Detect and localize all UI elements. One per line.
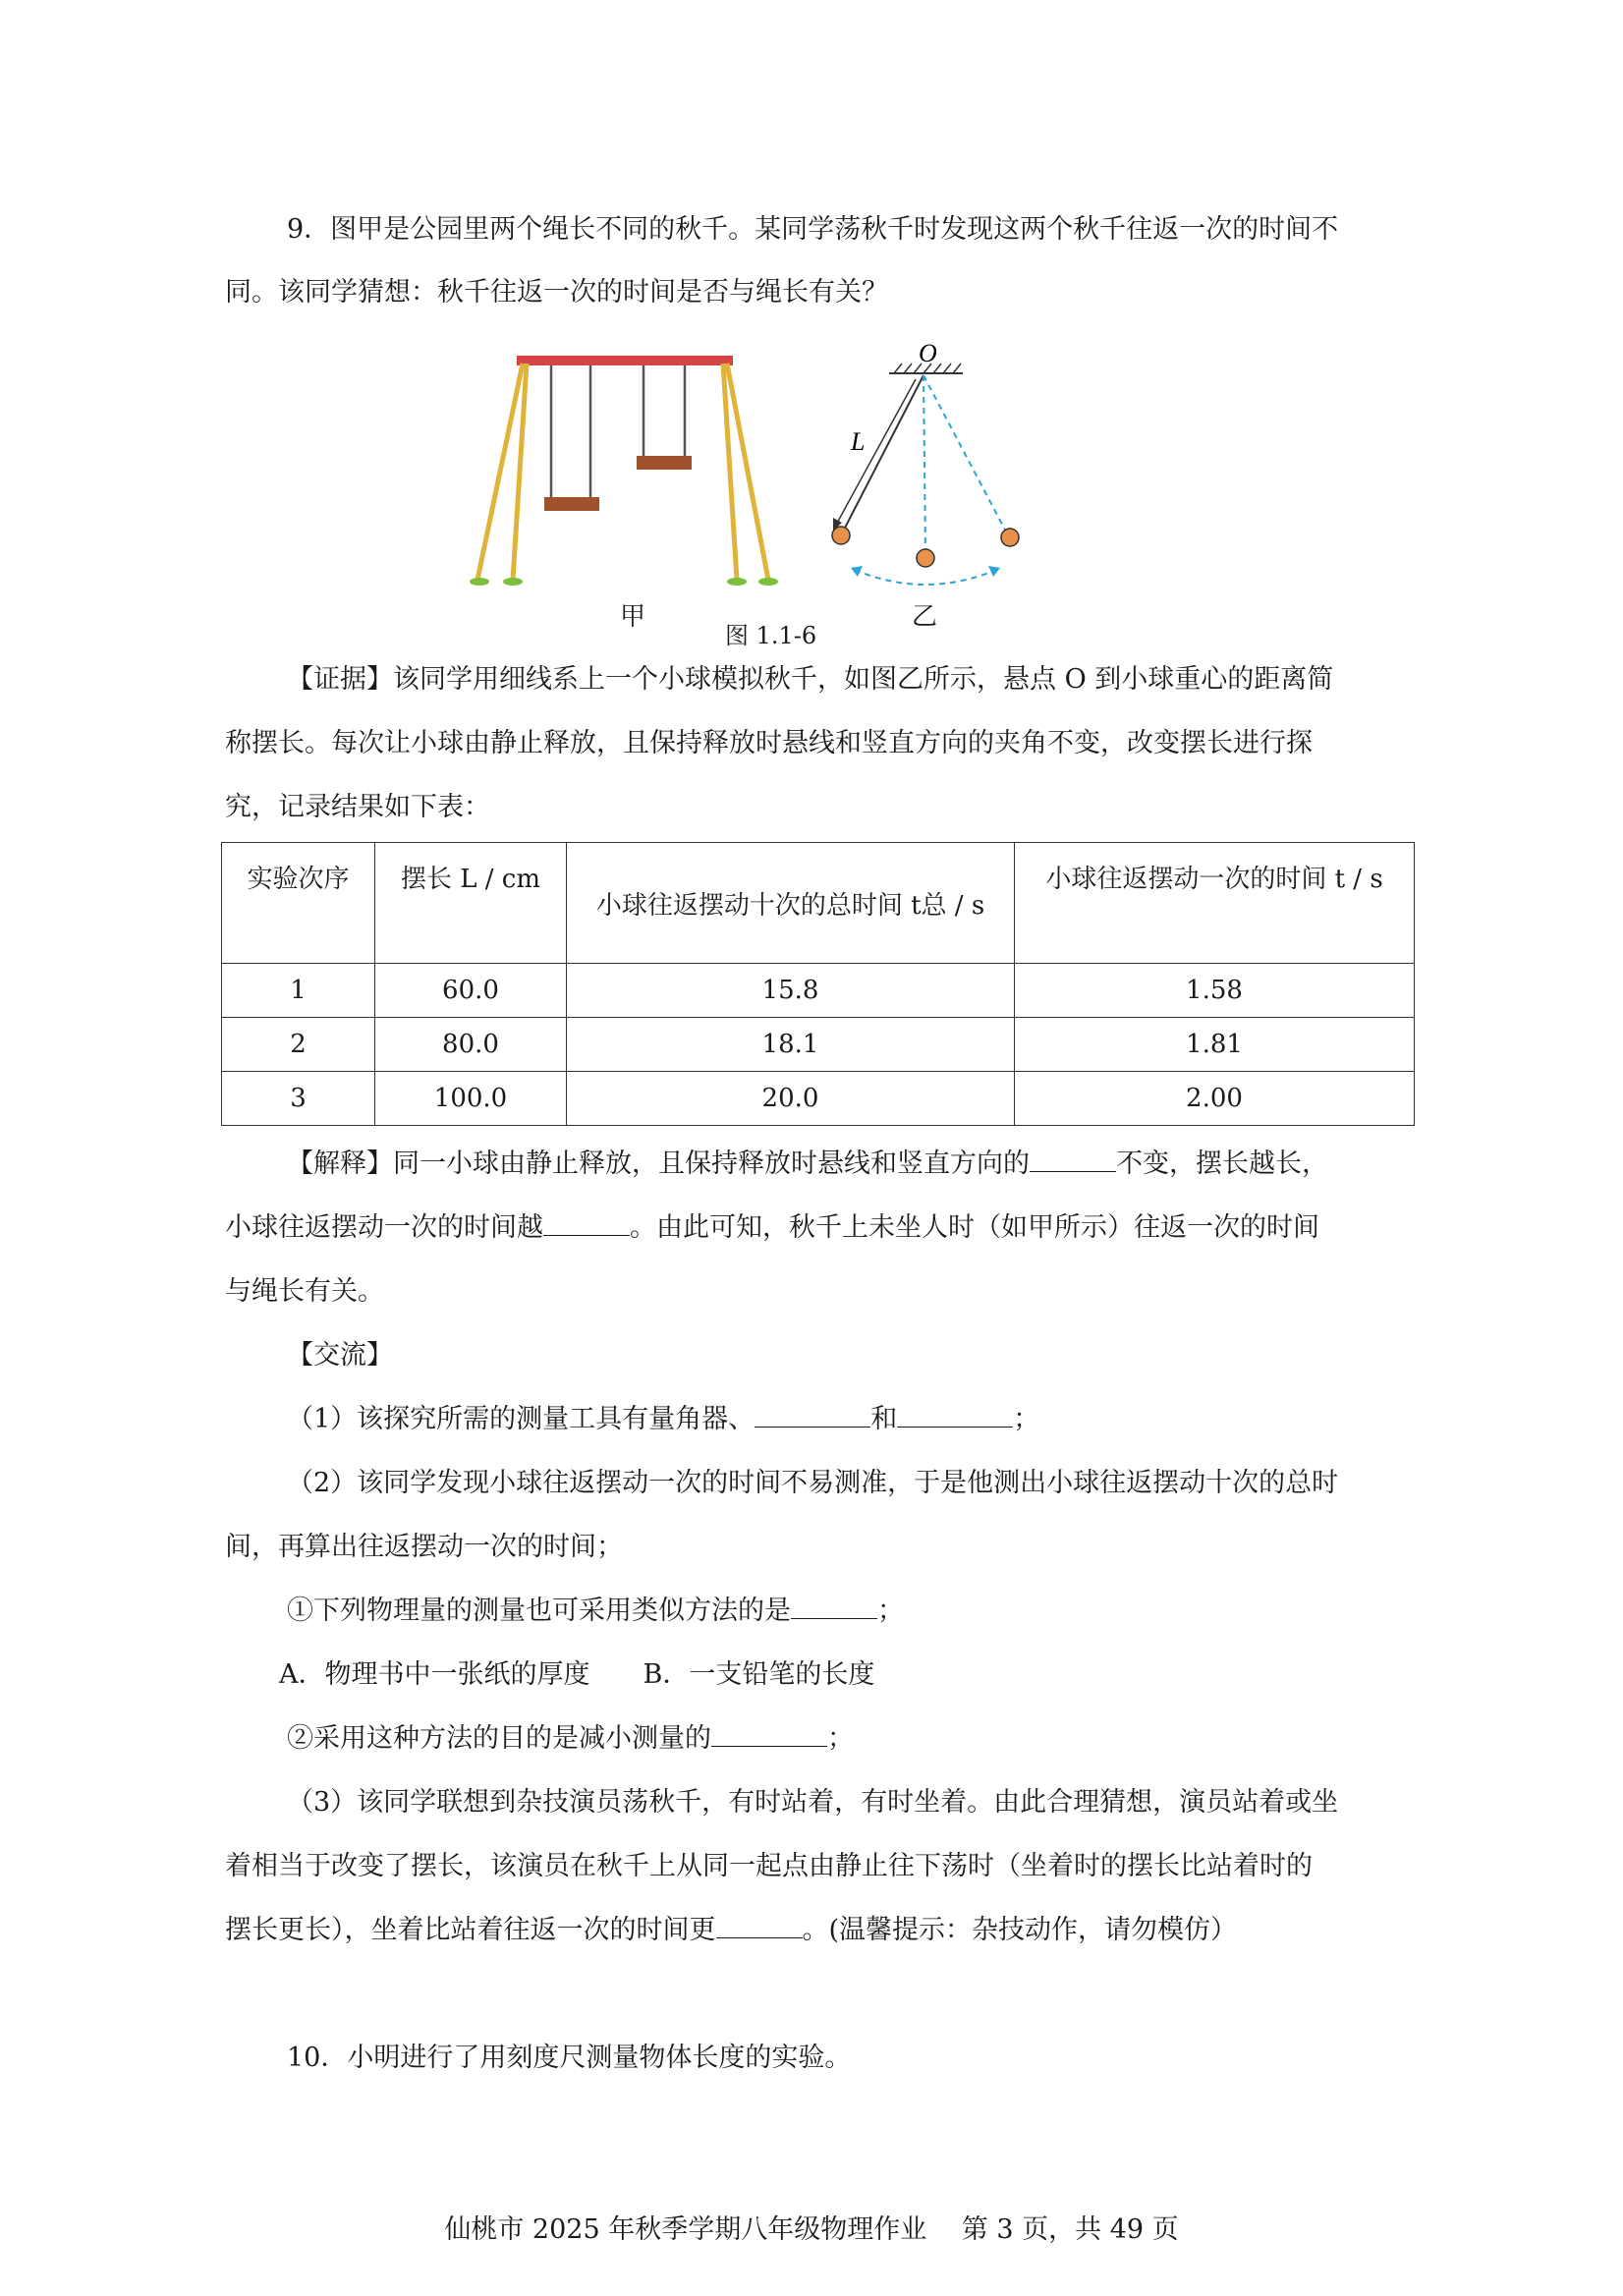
q9-exchange-2-sub-1 <box>287 1592 1476 1631</box>
figure-label-yi: 乙 <box>912 602 938 632</box>
table-cell: 2 <box>222 1018 375 1072</box>
q10-stem: 10．小明进行了用刻度尺测量物体长度的实验。 <box>287 2043 852 2073</box>
table-cell: 100.0 <box>375 1072 567 1126</box>
hatch-mark <box>943 364 951 373</box>
q9-explain-line-3: 与绳长有关。 <box>225 1276 384 1307</box>
table-cell: 1 <box>222 964 375 1018</box>
answer-blank-method[interactable] <box>791 1593 877 1619</box>
q9-exchange-2-options: A．物理书中一张纸的厚度 B．一支铅笔的长度 <box>279 1659 875 1690</box>
text-span: ①下列物理量的测量也可采用类似方法的是 <box>287 1596 791 1626</box>
table-row <box>222 1018 1415 1072</box>
q9-evidence-line-2: 称摆长。每次让小球由静止释放，且保持释放时悬线和竖直方向的夹角不变，改变摆长进行探 <box>225 728 1313 758</box>
swing-seat-long <box>544 497 599 511</box>
text-span: ； <box>877 1596 904 1626</box>
table-cell: 18.1 <box>567 1018 1015 1072</box>
q9-stem-line-1: 9．图甲是公园里两个绳长不同的秋千。某同学荡秋千时发现这两个秋千往返一次的时间不 <box>287 214 1339 245</box>
q9-exchange-heading: 【交流】 <box>287 1340 393 1371</box>
hatch-mark <box>894 364 902 373</box>
ball-left <box>832 527 850 544</box>
answer-blank-purpose[interactable] <box>711 1720 827 1747</box>
hatch-mark <box>904 364 912 373</box>
label-pivot-O: O <box>919 339 937 367</box>
answer-blank-tool-1[interactable] <box>755 1401 870 1428</box>
q9-exchange-3-line-3 <box>225 1911 1414 1950</box>
table-header-cell: 小球往返摆动十次的总时间 t总 / s <box>567 843 1015 964</box>
table-cell: 2.00 <box>1015 1072 1415 1126</box>
answer-blank-time[interactable] <box>543 1209 630 1236</box>
text-span: 【解释】同一小球由静止释放，且保持释放时悬线和竖直方向的 <box>287 1148 1030 1179</box>
table-row <box>222 1072 1415 1126</box>
table-row <box>222 964 1415 1018</box>
table-cell: 60.0 <box>375 964 567 1018</box>
table-cell: 20.0 <box>567 1072 1015 1126</box>
swing-top-bar <box>517 356 733 365</box>
swing-set-illustration <box>470 356 778 586</box>
text-span: （1）该探究所需的测量工具有量角器、 <box>287 1404 756 1434</box>
length-arrow <box>835 379 916 527</box>
pendulum-diagram <box>832 339 1019 585</box>
figure-label-jia: 甲 <box>620 602 646 632</box>
ground-tuft <box>470 578 489 586</box>
q9-exchange-2-sub-2 <box>287 1719 1476 1759</box>
arc-arrowhead-left <box>851 566 863 577</box>
q9-exchange-1 <box>287 1400 1476 1439</box>
table-header-cell: 实验次序 <box>222 843 375 964</box>
q9-explain-line-2 <box>225 1208 1414 1248</box>
q9-evidence-line-3: 究，记录结果如下表： <box>225 792 490 822</box>
page-footer: 仙桃市 2025 年秋季学期八年级物理作业 第 3 页，共 49 页 <box>444 2214 1179 2245</box>
swing-seat-short <box>637 456 692 470</box>
table-header-row <box>222 843 1415 964</box>
dashed-string-center <box>923 375 925 554</box>
table-header-cell: 摆长 L / cm <box>375 843 567 964</box>
text-span: 。由此可知，秋千上未坐人时（如甲所示）往返一次的时间 <box>630 1212 1319 1243</box>
table-cell: 1.81 <box>1015 1018 1415 1072</box>
ball-right <box>1001 529 1019 546</box>
dashed-string-right <box>923 375 1008 535</box>
table-cell: 80.0 <box>375 1018 567 1072</box>
ground-tuft <box>758 578 778 586</box>
text-span: 。(温馨提示：杂技动作，请勿模仿） <box>802 1915 1238 1945</box>
ground-tuft <box>503 578 523 586</box>
arc-arrowhead-right <box>988 566 1000 577</box>
figure-caption: 图 1.1-6 <box>725 622 817 649</box>
text-span: 摆长更长），坐着比站着往返一次的时间更 <box>225 1915 716 1945</box>
answer-blank-compare[interactable] <box>716 1912 803 1938</box>
ball-center <box>917 549 934 567</box>
q9-explain-line-1 <box>287 1145 1476 1184</box>
q9-stem-line-2: 同。该同学猜想：秋千往返一次的时间是否与绳长有关？ <box>225 277 888 308</box>
q9-exchange-2-line-2: 间，再算出往返摆动一次的时间； <box>225 1532 623 1562</box>
q9-exchange-3-line-1: （3）该同学联想到杂技演员荡秋千，有时站着，有时坐着。由此合理猜想，演员站着或坐 <box>287 1787 1339 1818</box>
hatch-mark <box>953 364 961 373</box>
table-cell: 15.8 <box>567 964 1015 1018</box>
text-span: ； <box>1013 1404 1040 1434</box>
answer-blank-tool-2[interactable] <box>897 1401 1013 1428</box>
q9-exchange-2-line-1: （2）该同学发现小球往返摆动一次的时间不易测准，于是他测出小球往返摆动十次的总时 <box>287 1468 1339 1498</box>
text-span: 不变，摆长越长， <box>1116 1148 1328 1179</box>
figure-swings-pendulum <box>462 334 1071 639</box>
label-length-L: L <box>851 427 866 456</box>
text-span: 和 <box>870 1404 898 1434</box>
table-header-cell: 小球往返摆动一次的时间 t / s <box>1015 843 1415 964</box>
table-cell: 3 <box>222 1072 375 1126</box>
q9-evidence-line-1: 【证据】该同学用细线系上一个小球模拟秋千，如图乙所示，悬点 O 到小球重心的距离简 <box>287 664 1334 695</box>
swing-arc <box>855 570 996 585</box>
q9-exchange-3-line-2: 着相当于改变了摆长，该演员在秋千上从同一起点由静止往下荡时（坐着时的摆长比站着时的 <box>225 1851 1313 1881</box>
table-cell: 1.58 <box>1015 964 1415 1018</box>
ground-tuft <box>727 578 747 586</box>
answer-blank-angle[interactable] <box>1030 1146 1116 1172</box>
text-span: ； <box>827 1723 854 1754</box>
text-span: ②采用这种方法的目的是减小测量的 <box>287 1723 711 1754</box>
text-span: 小球往返摆动一次的时间越 <box>225 1212 543 1243</box>
experiment-table <box>221 842 1415 1126</box>
